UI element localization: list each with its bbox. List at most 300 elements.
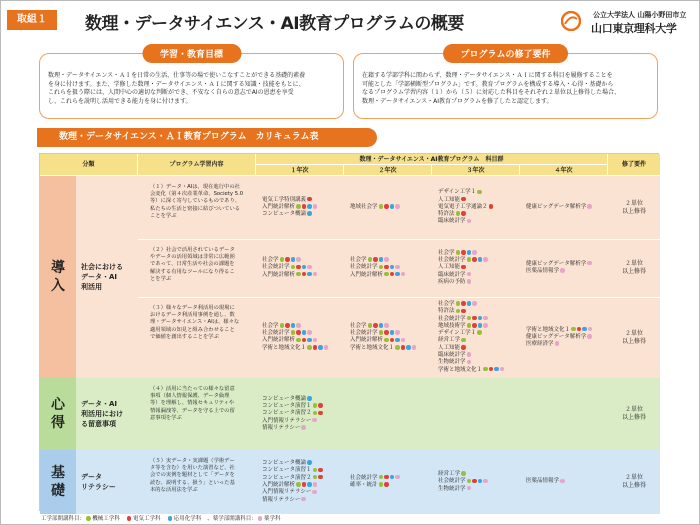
course-name: 社会学	[438, 249, 455, 256]
course-name: 健康ビッグデータ解析学	[526, 333, 587, 340]
mech-dept-dot-icon	[296, 482, 301, 487]
course-name: 学術と地域文化１	[262, 344, 307, 351]
course-name: 臨床統計学	[438, 218, 466, 225]
elec-dept-dot-icon	[307, 197, 312, 202]
course-list-year-1	[256, 323, 344, 352]
pharm-dept-dot-icon	[312, 490, 317, 495]
course-item	[438, 218, 520, 225]
elec-dept-dot-icon	[296, 330, 301, 335]
course-name: 社会統計学	[350, 474, 378, 481]
course-item	[526, 261, 608, 268]
mech-dept-dot-icon	[379, 475, 384, 480]
elec-dept-dot-icon	[285, 323, 290, 328]
bio-dept-dot-icon	[390, 265, 395, 270]
mech-dept-dot-icon	[395, 345, 400, 350]
mech-dept-dot-icon	[384, 272, 389, 277]
header-year-2: ２年次	[344, 165, 432, 176]
mech-dept-dot-icon	[467, 323, 472, 328]
course-item	[438, 308, 520, 315]
mech-dept-dot-icon	[368, 323, 373, 328]
course-name: 臨床統計学	[438, 352, 466, 359]
course-item	[262, 396, 344, 403]
bio-dept-dot-icon	[582, 327, 587, 332]
course-name: 電気電子工学通論２	[438, 203, 488, 210]
section-label: 導 入	[40, 176, 76, 378]
course-name: 社会統計学	[350, 330, 378, 337]
course-name: 入門統計解析	[350, 337, 384, 344]
pharm-dept-dot-icon	[401, 272, 406, 277]
bio-dept-dot-icon	[478, 479, 483, 484]
course-list-year-2	[344, 323, 432, 352]
bio-dept-dot-icon	[307, 211, 312, 216]
pharm-dept-dot-icon	[313, 482, 318, 487]
bio-dept-dot-icon	[307, 482, 312, 487]
mech-dept-dot-icon	[379, 330, 384, 335]
logo-subtitle: 公立大学法人 山陽小野田市立	[593, 11, 687, 19]
elec-dept-dot-icon	[302, 338, 307, 343]
course-name: 医薬品情報学	[526, 478, 560, 485]
course-list-year-1	[256, 460, 344, 504]
course-item	[262, 211, 344, 218]
bio-dept-dot-icon	[291, 257, 296, 262]
course-list-year-1	[256, 197, 344, 219]
logo-name: 山口東京理科大学	[591, 22, 677, 35]
elec-dept-dot-icon	[489, 367, 494, 372]
course-name: コンピュータ演習２	[262, 410, 312, 417]
pharm-dept-dot-icon	[412, 345, 417, 350]
pharm-dept-dot-icon	[395, 330, 400, 335]
course-name: 入門情報リテラシー	[262, 489, 312, 496]
course-item	[526, 268, 608, 275]
course-item	[262, 418, 344, 425]
completion-requirement: ２単位 以上修得	[621, 474, 646, 489]
course-name: 情報リテラシー	[262, 424, 301, 431]
course-name: 健康ビッグデータ解析学	[526, 260, 587, 267]
course-item	[262, 345, 344, 352]
bio-dept-dot-icon	[406, 345, 411, 350]
course-list-year-4	[520, 327, 608, 349]
elec-dept-dot-icon	[318, 411, 323, 416]
elec-dept-dot-icon	[296, 265, 301, 270]
course-name: コンピュータ演習１	[262, 403, 312, 410]
pharm-dept-dot-icon	[324, 345, 329, 350]
course-name: コンピュータ演習１	[262, 467, 312, 474]
course-name: 医療経済学	[526, 341, 554, 348]
course-item	[350, 337, 432, 344]
legend-label: 電気工学科	[131, 516, 161, 522]
course-name: 地域技術学	[438, 322, 466, 329]
course-item	[438, 367, 520, 374]
mech-dept-dot-icon	[379, 204, 384, 209]
bio-dept-dot-icon	[390, 475, 395, 480]
mech-dept-dot-icon	[313, 475, 318, 480]
elec-dept-dot-icon	[313, 345, 318, 350]
bio-dept-dot-icon	[318, 345, 323, 350]
header-year-4: ４年次	[520, 165, 608, 176]
elec-dept-dot-icon	[472, 479, 477, 484]
mech-dept-dot-icon	[456, 250, 461, 255]
bio-dept-dot-icon	[478, 316, 483, 321]
course-item	[262, 467, 344, 474]
bio-dept-dot-icon	[478, 257, 483, 262]
course-item	[350, 272, 432, 279]
pharm-dept-dot-icon	[467, 360, 472, 365]
pharm-dept-dot-icon	[312, 418, 317, 423]
legend-item	[85, 516, 120, 522]
mech-dept-dot-icon	[296, 204, 301, 209]
pharm-dept-dot-icon	[587, 204, 592, 209]
course-name: デザイン工学１	[438, 189, 477, 196]
course-name: 学術と地域文化１	[526, 326, 571, 333]
mech-dept-dot-icon	[384, 338, 389, 343]
bio-dept-dot-icon	[307, 338, 312, 343]
elec-dept-dot-icon	[384, 482, 389, 487]
course-item	[350, 475, 432, 482]
course-name: 社会統計学	[438, 478, 466, 485]
course-item	[262, 497, 344, 504]
bio-dept-dot-icon	[395, 272, 400, 277]
bio-dept-dot-icon	[307, 204, 312, 209]
course-item	[438, 359, 520, 366]
mech-dept-dot-icon	[280, 323, 285, 328]
legend-item	[126, 516, 161, 522]
course-name: コンピュータ概論	[262, 460, 307, 467]
course-name: 入門統計解析	[262, 481, 296, 488]
course-item	[438, 279, 520, 286]
bio-dept-dot-icon	[395, 338, 400, 343]
elec-dept-dot-icon	[461, 301, 466, 306]
course-name: 社会統計学	[262, 330, 290, 337]
course-item	[350, 482, 432, 489]
bio-dept-dot-icon	[467, 250, 472, 255]
section-sublabel: データ・AI 利活用におけ る留意事項	[76, 378, 138, 450]
completion-requirement: ２単位 以上修得	[621, 260, 646, 275]
mech-dept-dot-icon	[280, 257, 285, 262]
mech-dept-dot-icon	[379, 265, 384, 270]
course-item	[526, 478, 608, 485]
elec-dept-dot-icon	[318, 468, 323, 473]
course-name: 社会統計学	[262, 264, 290, 271]
initiative-badge: 取組１	[7, 10, 57, 30]
mech-dept-dot-icon	[571, 327, 576, 332]
elec-dept-dot-icon	[461, 309, 466, 314]
content-description: （３）様々なデータ利活用の現場に おけるデータ利活用事例を通し、数 理・データサイエンス・AIは、様々な 適用領域の知見と組み合わせること で価値を創出することを学ぶ	[150, 305, 240, 340]
elec-dept-dot-icon	[285, 257, 290, 262]
bio-dept-dot-icon	[307, 460, 312, 465]
mech-dept-dot-icon	[477, 190, 482, 195]
course-item	[438, 197, 520, 204]
mech-dept-dot-icon	[313, 403, 318, 408]
mech-dept-dot-icon	[477, 330, 482, 335]
pharm-dept-dot-icon	[301, 425, 306, 430]
pharm-dept-dot-icon	[296, 257, 301, 262]
course-name: 社会統計学	[438, 257, 466, 264]
bio-dept-dot-icon	[390, 204, 395, 209]
section-sublabel: 社会における データ・AI 利活用	[76, 176, 138, 378]
header-course-group: 数理・データサイエンス・AI教育プログラム 科目群	[256, 154, 608, 165]
elec-dept-dot-icon	[461, 211, 466, 216]
pharm-dept-dot-icon	[313, 338, 318, 343]
content-description: （５）実データ・実課題（学術デー タ等を含む）を用いた演習など、社 会での実例を題材として「データを 読む、説明する、扱う」といった基 本的な活用法を学ぶ	[150, 458, 235, 493]
pharm-dept-dot-icon	[483, 316, 488, 321]
pharm-dept-dot-icon	[313, 272, 318, 277]
course-item	[526, 327, 608, 334]
course-item	[438, 264, 520, 271]
pharm-dept-dot-icon	[483, 323, 488, 328]
learning-goals-text: 数理・データサイエンス・ＡＩを日常の生活、仕事等の場で使いこなすことができる基礎的素養 を身に付けます。また、学修した数理・データサイエンス・ＡＩに関する知識・技能をもとに、 これらを扱う際には、人間中心の適切な判断ができ、不安なく自らの意志でAIの恩恵を享受 し、これらを説明し活用できる能力を身に付けます。	[48, 72, 306, 105]
legend-label: 応用化学科	[172, 516, 202, 522]
course-item	[438, 486, 520, 493]
legend-label: 薬学科	[262, 516, 281, 522]
mech-dept-dot-icon	[467, 316, 472, 321]
elec-dept-dot-icon	[472, 316, 477, 321]
bio-dept-dot-icon	[494, 367, 499, 372]
course-name: 生物統計学	[438, 485, 466, 492]
pharm-dept-dot-icon	[313, 204, 318, 209]
section-label: 心 得	[40, 378, 76, 450]
pharm-dept-dot-icon	[472, 301, 477, 306]
mech-dept-dot-icon	[379, 482, 384, 487]
course-item	[438, 478, 520, 485]
course-item	[526, 341, 608, 348]
header	[1, 1, 700, 41]
course-list-year-2	[344, 204, 432, 211]
pharm-dept-dot-icon	[483, 257, 488, 262]
course-item	[262, 272, 344, 279]
elec-dept-dot-icon	[401, 345, 406, 350]
elec-dept-dot-icon	[384, 475, 389, 480]
elec-dept-dot-icon	[384, 204, 389, 209]
course-item	[350, 264, 432, 271]
course-name: コンピュータ概論	[262, 395, 307, 402]
course-name: 入門統計解析	[262, 271, 296, 278]
bio-dept-dot-icon	[379, 323, 384, 328]
course-item	[350, 345, 432, 352]
course-list-year-3	[432, 301, 520, 374]
pharm-dept-dot-icon	[467, 219, 472, 224]
course-name: 社会学	[262, 322, 279, 329]
course-name: 学術と地域文化１	[350, 344, 395, 351]
header-content: プログラム学習内容	[138, 154, 256, 176]
mech-dept-dot-icon	[296, 272, 301, 277]
course-item	[438, 189, 520, 196]
course-list-year-4	[520, 204, 608, 211]
course-name: 経営工学	[438, 471, 461, 478]
elec-dept-dot-icon	[390, 338, 395, 343]
pharm-dept-dot-icon	[401, 338, 406, 343]
course-name: コンピュータ演習２	[262, 474, 312, 481]
course-item	[438, 337, 520, 344]
mech-dept-dot-icon	[313, 468, 318, 473]
course-item	[262, 425, 344, 432]
course-name: 人工知能	[438, 264, 461, 271]
course-item	[438, 250, 520, 257]
course-list-year-3	[432, 471, 520, 493]
course-list-year-3	[432, 189, 520, 225]
pharm-dept-dot-icon	[587, 334, 592, 339]
elec-dept-dot-icon	[318, 403, 323, 408]
mech-dept-dot-icon	[456, 309, 461, 314]
mech-dept-dot-icon	[291, 265, 296, 270]
course-name: 社会統計学	[438, 315, 466, 322]
mech-dept-dot-icon	[368, 257, 373, 262]
course-item	[350, 204, 432, 211]
page-title: 数理・データサイエンス・AI教育プログラムの概要	[85, 14, 464, 34]
course-name: コンピュータ概論	[262, 211, 307, 218]
bio-dept-dot-icon	[467, 301, 472, 306]
course-name: 入門情報リテラシー	[262, 417, 312, 424]
course-name: 臨床統計学	[438, 271, 466, 278]
elec-dept-dot-icon	[472, 323, 477, 328]
university-logo-icon	[561, 11, 581, 31]
elec-dept-dot-icon	[384, 330, 389, 335]
legend-prefix: 工学部開講科目：	[41, 516, 86, 522]
course-name: 学術と地域文化１	[438, 366, 483, 373]
course-list-year-2	[344, 475, 432, 490]
course-item	[438, 316, 520, 323]
pharm-dept-dot-icon	[560, 268, 565, 273]
content-description: （２）社会で活用されているデータ やデータの活用領域は非常に広範囲 であって、日常生活や社会の課題を 解決する有用なツールになり得るこ とを学ぶ	[150, 247, 235, 282]
course-name: 社会学	[350, 257, 367, 264]
pharm-dept-dot-icon	[587, 261, 592, 266]
content-description: （１）データ・AIは、現在進行中の社 会変化（第４次産業革命、Society 5.0 等）に深く寄与しているものであり、 私たちの生活と密接に結びついている ことを学ぶ	[150, 184, 244, 219]
content-description: （４）活用に当たっての様々な留意 事項（個人情報保護、データ倫理 等）を理解し、情報セキュリティや 情報漏洩等、データを守る上での留 意事項を学ぶ	[150, 386, 235, 421]
mech-dept-dot-icon	[483, 367, 488, 372]
pharm-dept-dot-icon	[467, 279, 472, 284]
mech-dept-dot-icon	[467, 479, 472, 484]
pharm-dept-dot-icon	[472, 250, 477, 255]
section-sublabel: データ リテラシー	[76, 450, 138, 514]
header-requirement: 修了要件	[608, 154, 660, 176]
pharm-dept-dot-icon	[555, 341, 560, 346]
mech-dept-dot-icon	[456, 301, 461, 306]
course-item	[262, 337, 344, 344]
course-name: 生物統計学	[438, 359, 466, 366]
bio-dept-dot-icon	[478, 323, 483, 328]
course-item	[262, 475, 344, 482]
pharm-dept-dot-icon	[296, 323, 301, 328]
mech-dept-dot-icon	[313, 411, 318, 416]
course-list-year-1	[256, 257, 344, 279]
course-name: 人工知能	[438, 344, 461, 351]
mech-dept-dot-icon	[307, 345, 312, 350]
course-name: 社会学	[262, 257, 279, 264]
header-category: 分類	[40, 154, 138, 176]
curriculum-title: 数理・データサイエンス・ＡＩ教育プログラム カリキュラム表	[37, 128, 377, 147]
course-name: 特許法	[438, 211, 455, 218]
course-item	[438, 345, 520, 352]
course-item	[262, 410, 344, 417]
course-name: 入門統計解析	[262, 203, 296, 210]
mech-dept-dot-icon	[456, 211, 461, 216]
course-name: 健康ビッグデータ解析学	[526, 203, 587, 210]
elec-dept-dot-icon	[302, 204, 307, 209]
completion-requirement: ２単位 以上修得	[621, 329, 646, 345]
course-name: 情報リテラシー	[262, 496, 301, 503]
pharm-dept-dot-icon	[560, 479, 565, 484]
pharm-dept-dot-icon	[384, 323, 389, 328]
mech-dept-dot-icon	[296, 338, 301, 343]
bio-dept-dot-icon	[307, 272, 312, 277]
bio-dept-dot-icon	[307, 396, 312, 401]
elec-dept-dot-icon	[384, 265, 389, 270]
pharm-dept-dot-icon	[467, 272, 472, 277]
course-list-year-4	[520, 261, 608, 276]
bio-dept-dot-icon	[390, 330, 395, 335]
legend-label: 機械工学科	[90, 516, 120, 522]
bio-dept-dot-icon	[379, 257, 384, 262]
course-list-year-3	[432, 250, 520, 286]
course-item	[262, 197, 344, 204]
elec-dept-dot-icon	[302, 482, 307, 487]
elec-dept-dot-icon	[461, 197, 466, 202]
elec-dept-dot-icon	[390, 272, 395, 277]
course-item	[262, 489, 344, 496]
legend-item	[167, 516, 202, 522]
elec-dept-dot-icon	[461, 250, 466, 255]
header-year-1: １年次	[256, 165, 344, 176]
course-name: 社会統計学	[350, 264, 378, 271]
completion-requirement: ２単位 以上修得	[621, 406, 646, 421]
mech-dept-dot-icon	[461, 338, 466, 343]
legend-pharm-prefix: 、薬学部開講科目：	[207, 516, 257, 522]
mech-dept-dot-icon	[291, 330, 296, 335]
elec-dept-dot-icon	[373, 323, 378, 328]
pharm-dept-dot-icon	[467, 486, 472, 491]
pharm-dept-dot-icon	[395, 265, 400, 270]
elec-dept-dot-icon	[461, 345, 466, 350]
pharm-dept-dot-icon	[301, 497, 306, 502]
bio-dept-dot-icon	[302, 330, 307, 335]
learning-goals-title: 学習・教育目標	[142, 44, 241, 63]
course-name: 疾病の予防	[438, 278, 466, 285]
completion-requirements-text: 在籍する学部学科に関わらず、数理・データサイエンス・ＡＩに関する科目を履修することを 可能とした「学部横断型プログラム」です。教育プログラムを構成する導入・心得・基礎から なるプログラム学習内容（１）から（５）に対応した科目をそれぞれ２単位以上修得した場合、 数理・データサイエンス・AI教育プログラムを修了したと認定します。	[362, 72, 620, 105]
bio-dept-dot-icon	[291, 323, 296, 328]
course-item	[438, 272, 520, 279]
course-item	[262, 264, 344, 271]
course-list-year-2	[344, 257, 432, 279]
elec-dept-dot-icon	[489, 204, 494, 209]
mech-dept-dot-icon	[461, 471, 466, 476]
elec-dept-dot-icon	[302, 272, 307, 277]
course-list-year-1	[256, 396, 344, 432]
course-name: 入門統計解析	[262, 337, 296, 344]
section-label: 基 礎	[40, 450, 76, 514]
course-name: 社会学	[350, 322, 367, 329]
pharm-dept-dot-icon	[500, 367, 505, 372]
course-name: 経営工学	[438, 337, 461, 344]
legend-item	[257, 516, 281, 522]
completion-requirement: ２単位 以上修得	[621, 199, 646, 215]
elec-dept-dot-icon	[373, 257, 378, 262]
course-name: 社会学	[438, 301, 455, 307]
header-year-3: ３年次	[432, 165, 520, 176]
course-name: デザイン工学１	[438, 330, 477, 337]
course-name: 確率・統計	[350, 481, 378, 488]
learning-goals-box	[39, 50, 344, 119]
pharm-dept-dot-icon	[395, 475, 400, 480]
elec-dept-dot-icon	[577, 327, 582, 332]
course-name: 電気工学特別講義	[262, 196, 307, 203]
curriculum-table	[39, 153, 659, 511]
completion-requirements-title: プログラムの修了要件	[443, 44, 569, 63]
course-name: 入門統計解析	[350, 271, 384, 278]
elec-dept-dot-icon	[318, 475, 323, 480]
course-list-year-4	[520, 478, 608, 485]
pharm-dept-dot-icon	[307, 330, 312, 335]
pharm-dept-dot-icon	[483, 479, 488, 484]
legend	[41, 514, 287, 522]
